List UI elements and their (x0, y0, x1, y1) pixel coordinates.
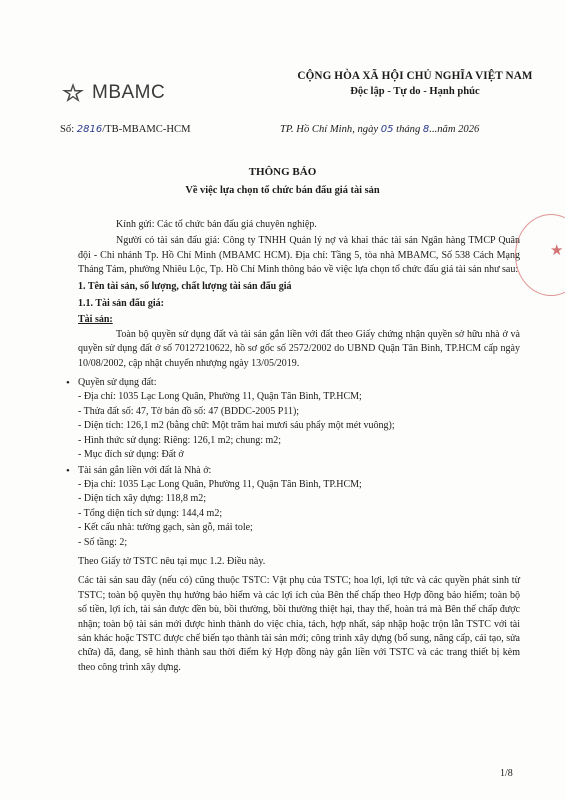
document-body (78, 218, 520, 675)
mbamc-star-icon (60, 82, 86, 104)
house-item: - Tổng diện tích sử dụng: 144,4 m2; (78, 507, 223, 519)
per-documents-note: Theo Giấy tờ TSTC nêu tại mục 1.2. Điều này. (78, 555, 266, 567)
date-day: 05 (380, 124, 394, 135)
company-logo (60, 82, 165, 104)
house-item: - Số tầng: 2; (78, 536, 128, 548)
logo-text: MBAMC (92, 82, 166, 103)
land-item: - Hình thức sử dụng: Riêng: 126,1 m2; chung: m2; (78, 434, 282, 446)
asset-heading: Tài sản: (78, 314, 113, 326)
final-paragraph: Các tài sản sau đây (nếu có) cũng thuộc TSTC: Vật phụ của TSTC; hoa lợi, lợi tức và các quyền phát sinh từ TSTC; toàn bộ quyền thụ hưởng bảo hiểm và các lợi ích của Bên thế chấp theo Hợp đồng bảo hiểm; toàn bộ số tiền, lợi ích, tài sản được đền bù, bồi thường, bồi thường thiệt hại, thay thế, hoàn trả mà Bên thế chấp được nhận; toàn bộ tài sản mới được hình thành do việc chia, tách, hợp nhất, sáp nhập hoặc trộn lẫn TSTC với tài sản khác hoặc TSTC được chế biến tạo thành tài sản mới; công trình xây dựng (bổ sung, nâng cấp, cải tạo, sửa chữa) đã, đang, sẽ hình thành sau thời điểm ký Hợp đồng này gắn liền với TSTC và các trang thiết bị kèm theo công trình xây dựng. (78, 575, 520, 673)
document-title: THÔNG BÁO (248, 166, 317, 178)
national-header (280, 70, 550, 97)
seal-star-icon: ★ (550, 243, 564, 259)
page-number: 1/8 (500, 768, 513, 779)
land-item: - Thửa đất số: 47, Tờ bản đồ số: 47 (BDDC-2005 P11); (78, 405, 300, 417)
date-place: TP. Hồ Chí Minh, ngày (280, 124, 381, 135)
date-month: 8 (422, 124, 430, 135)
house-item: - Kết cấu nhà: tường gạch, sàn gỗ, mái tole; (78, 522, 253, 534)
house-item: - Diện tích xây dựng: 118,8 m2; (78, 493, 207, 505)
doc-number-handwritten: 2816 (76, 124, 103, 135)
intro-paragraph: Người có tài sản đấu giá: Công ty TNHH Quản lý nợ và khai thác tài sản Ngân hàng TMCP Quân đội - Chi nhánh Tp. Hồ Chí Minh (MBAMC HCM). Địa chỉ: Tầng 5, tòa nhà MBAMC, Số 538 Cách Mạng Tháng Tám, phường Nhiêu Lộc, Tp. Hồ Chí Minh thông báo về việc lựa chọn tổ chức đấu giá tài sản như sau: (78, 235, 520, 276)
land-item: - Diện tích: 126,1 m2 (bằng chữ: Một trăm hai mươi sáu phẩy một mét vuông); (78, 420, 395, 432)
red-seal-stamp (515, 214, 565, 296)
asset-description: Toàn bộ quyền sử dụng đất và tài sản gắn liền với đất theo Giấy chứng nhận quyền sở hữu nhà ở và quyền sử dụng đất ở số 70127210622, hồ sơ gốc số 2572/2002 do UBND Quận Tân Bình, TP.HCM cấp ngày 10/08/2002, cập nhật chuyển nhượng ngày 13/05/2019. (78, 328, 520, 369)
national-title: CỘNG HÒA XÃ HỘI CHỦ NGHĨA VIỆT NAM (297, 70, 533, 82)
house-heading: • Tài sản gắn liền với đất là Nhà ở: (78, 464, 520, 478)
doc-number-prefix: Số: (60, 124, 77, 135)
section-1-1-heading: 1.1. Tài sản đấu giá: (78, 298, 164, 310)
house-item: - Địa chỉ: 1035 Lạc Long Quân, Phường 11, Quận Tân Bình, TP.HCM; (78, 478, 362, 490)
document-date (280, 124, 479, 135)
land-item: - Mục đích sử dụng: Đất ở (78, 449, 184, 461)
land-heading: • Quyền sử dụng đất: (78, 376, 520, 390)
salutation: Kính gửi: Các tổ chức bán đấu giá chuyên nghiệp. (116, 219, 317, 230)
date-month-label: tháng (393, 124, 423, 135)
section-1-heading: 1. Tên tài sản, số lượng, chất lượng tài sản đấu giá (78, 280, 292, 292)
document-number (60, 124, 191, 135)
date-year: ...năm 2026 (429, 124, 480, 135)
land-item: - Địa chỉ: 1035 Lạc Long Quân, Phường 11, Quận Tân Bình, TP.HCM; (78, 391, 362, 403)
doc-number-suffix: /TB-MBAMC-HCM (102, 124, 191, 135)
national-motto: Độc lập - Tự do - Hạnh phúc (350, 86, 480, 97)
document-subtitle: Về việc lựa chọn tổ chức bán đấu giá tài sản (185, 185, 380, 196)
